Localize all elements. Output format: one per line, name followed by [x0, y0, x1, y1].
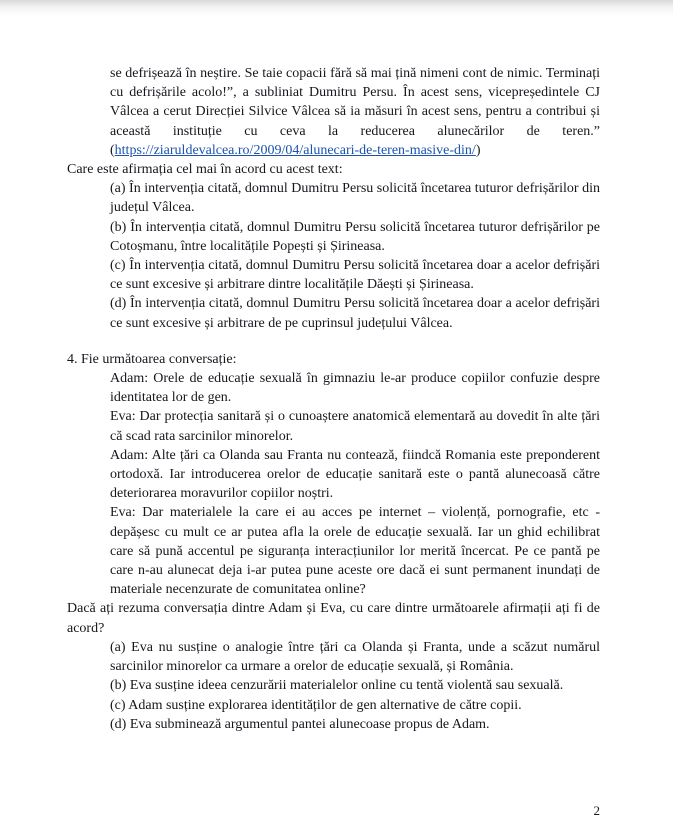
question3-option-b: (b) În intervenția citată, domnul Dumitru Persu solicită încetarea tuturor defrișărilor pe Cotoșmanu, între localitățile Popești și Șirineasa. [110, 219, 600, 254]
source-hyperlink[interactable]: https://ziaruldevalcea.ro/2009/04/alunecari-de-teren-masive-din/ [114, 142, 476, 158]
intro-paragraph: se defrișează în neștire. Se taie copacii fără să mai țină nimeni cont de nimic. Terminați cu defrișările acolo!”, a subliniat Dumitru Persu. În acest sens, vicepreședintele CJ Vâlcea a cerut Direcției Silvice Vâlcea să ia măsuri în acest sens, pentru a contribui și această instituție cu ceva la reducerea alunecărilor de teren.” [110, 66, 600, 139]
question3-option-a: (a) În intervenția citată, domnul Dumitru Persu solicită încetarea tuturor defrișărilor din județul Vâlcea. [110, 181, 600, 216]
source-link-line [110, 141, 600, 160]
question4-prompt: Dacă ați rezuma conversația dintre Adam și Eva, cu care dintre următoarele afirmații ați fi de acord? [67, 601, 600, 636]
question4-option-a: (a) Eva nu susține o analogie între țări ca Olanda și Franta, unde a scăzut numărul sarcinilor minorelor ca urmare a orelor de educație sexuală, și România. [110, 639, 600, 675]
dialogue-eva-2: Eva: Dar materialele la care ei au acces pe internet – violență, pornografie, etc - depășesc cu mult ce ar putea afla la orele de educație sexuală. Iar un ghid echilibrat care să pună accentul pe siguranța interacțiunilor lor merită încercat. Pe ce pantă pe care n-au alunecat deja i-ar putea pune aceste ore dacă ei sunt permanent inundați de materiale necenzurate de comunitatea online? [110, 505, 600, 598]
dialogue-adam-1: Adam: Orele de educație sexuală în gimnaziu le-ar produce copiilor confuzie despre identitatea lor de gen. [110, 371, 600, 406]
question4-option-d: (d) Eva subminează argumentul pantei alunecoase propus de Adam. [110, 716, 490, 732]
question4-heading: 4. Fie următoarea conversație: [67, 351, 237, 367]
question4-option-c: (c) Adam susține explorarea identităților de gen alternative de către copii. [110, 697, 522, 713]
dialogue-eva-1: Eva: Dar protecția sanitară și o cunoaștere anatomică elementară au dovedit în alte țări că scad rata sarcinilor minorelor. [110, 409, 600, 444]
question3-prompt: Care este afirmația cel mai în acord cu acest text: [67, 162, 343, 178]
dialogue-adam-2: Adam: Alte țări ca Olanda sau Franta nu contează, fiindcă Romania este preponderent ortodoxă. Iar introducerea orelor de educație sanitară este o pantă alunecoasă către deteriorarea moravurilor copiilor noștri. [110, 447, 600, 502]
page-content [67, 64, 600, 734]
page-number: 2 [593, 803, 600, 818]
page-top-shadow [0, 0, 673, 16]
close-paren: ) [475, 142, 481, 158]
question3-option-d: (d) În intervenția citată, domnul Dumitru Persu solicită încetarea doar a acelor defrișări ce sunt excesive și arbitrare de pe cuprinsul județului Vâlcea. [110, 296, 600, 331]
open-paren: ( [110, 142, 115, 158]
question4-option-b: (b) Eva susține ideea cenzurării materialelor online cu tentă violentă sau sexuală. [110, 678, 564, 694]
section-gap [67, 333, 600, 350]
question3-option-c: (c) În intervenția citată, domnul Dumitru Persu solicită încetarea doar a acelor defrișări ce sunt excesive și arbitrare dintre localitățile Dăești și Șirineasa. [110, 258, 600, 293]
